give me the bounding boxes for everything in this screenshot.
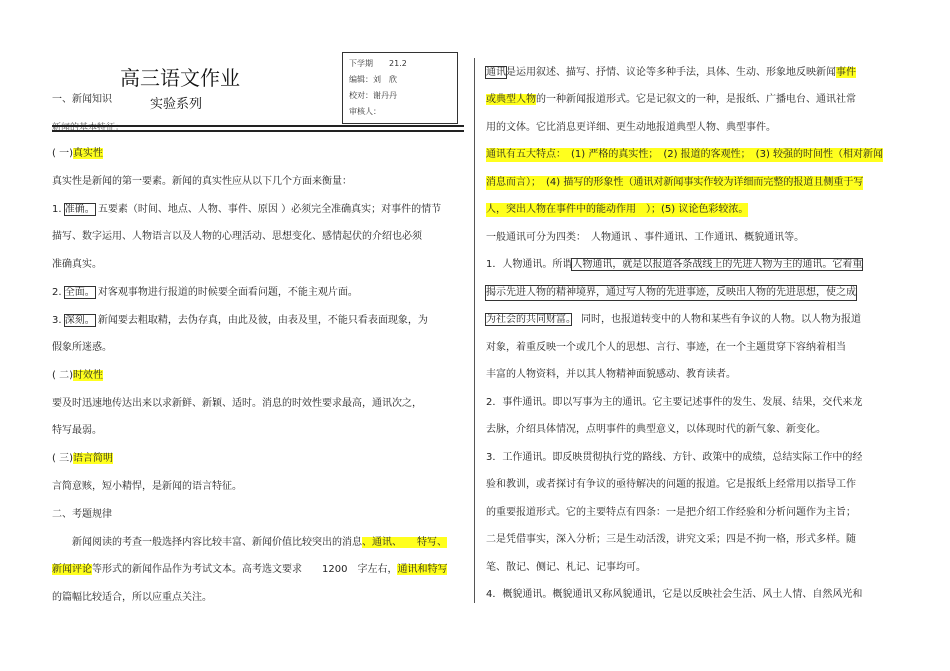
heading-timeliness: ( 二)时效性 bbox=[52, 370, 103, 381]
section-heading-news-knowledge: 一、新闻知识 bbox=[52, 94, 112, 105]
info-review: 审核人： bbox=[349, 107, 381, 116]
paragraph-person-tongxun: 1．人物通讯。所谓人物通讯，就是以报道各条战线上的先进人物为主的通讯。它着重 bbox=[486, 259, 863, 270]
paragraph-accuracy: 1. 准确。 五要素（时间、地点、人物、事件、原因 ）必须完全准确真实；对事件的情节 bbox=[52, 204, 442, 215]
paragraph-exam: 新闻阅读的考查一般选择内容比较丰富、新闻价值比较突出的消息、通讯、 特写、 bbox=[72, 537, 447, 548]
page-subtitle: 实验系列 bbox=[150, 97, 203, 112]
paragraph-tongxun-def: 通讯是运用叙述、描写、抒情、议论等多种手法，具体、生动、形象地反映新闻事件 bbox=[486, 67, 856, 78]
paragraph: 真实性是新闻的第一要素。新闻的真实性应从以下几个方面来衡量： bbox=[52, 176, 352, 187]
paragraph-line: 准确真实。 bbox=[52, 259, 102, 270]
paragraph-line: 新闻评论等形式的新闻作品作为考试文本。高考选文要求 1200 字左右，通讯和特写 bbox=[52, 564, 448, 575]
paragraph-line: 为社会的共同财富。 同时，也报道转变中的人物和某些有争议的人物。以人物为报道 bbox=[486, 314, 861, 325]
paragraph: 言简意赅，短小精悍，是新闻的语言特征。 bbox=[52, 481, 242, 492]
info-term: 下学期 21.2 bbox=[349, 59, 407, 68]
paragraph-line: 丰富的人物资料，并以其人物精神面貌感动、教育读者。 bbox=[486, 369, 736, 380]
paragraph-line: 假象所迷惑。 bbox=[52, 342, 112, 353]
paragraph-line: 对象，着重反映一个或几个人的思想、言行、事迹，在一个主题贯穿下容纳着相当 bbox=[486, 342, 846, 353]
paragraph-line: 的重要报道形式。它的主要特点有四条：一是把介绍工作经验和分析问题作为主旨； bbox=[486, 507, 856, 518]
paragraph-line: 揭示先进人物的精神境界，通过写人物的先进事迹，反映出人物的先进思想，使之成 bbox=[486, 287, 856, 298]
paragraph-profound: 3. 深刻。 新闻要去粗取精，去伪存真，由此及彼，由表及里，不能只看表面现象，为 bbox=[52, 315, 428, 326]
paragraph-five-features: 通讯有五大特点： (1) 严格的真实性； (2) 报道的客观性； (3) 较强的时间性（相对新闻 bbox=[486, 149, 884, 160]
paragraph-line: 消息而言）； (4) 描写的形象性（通讯对新闻事实作较为详细而完整的报道且侧重于写 bbox=[486, 177, 864, 188]
paragraph-line: 笔、散记、侧记、札记、记事均可。 bbox=[486, 562, 646, 573]
paragraph-line: 去脉，介绍具体情况，点明事件的典型意义，以体现时代的新气象、新变化。 bbox=[486, 424, 826, 435]
paragraph-event-tongxun: 2．事件通讯。即以写事为主的通讯。它主要记述事件的发生、发展、结果，交代来龙 bbox=[486, 397, 863, 408]
paragraph-line: 的篇幅比较适合，所以应重点关注。 bbox=[52, 592, 212, 603]
basic-features-label: 新闻的基本特征： bbox=[52, 123, 125, 133]
heading-concise-language: ( 三)语言简明 bbox=[52, 453, 113, 464]
paragraph-line: 验和教训，或者探讨有争议的亟待解决的问题的报道。它是报纸上经常用以指导工作 bbox=[486, 479, 856, 490]
paragraph-line: 特写最弱。 bbox=[52, 425, 102, 436]
info-proof: 校对：谢丹丹 bbox=[349, 91, 397, 100]
header-rule bbox=[52, 125, 464, 132]
paragraph-line: 人，突出人物在事件中的能动作用 ）；(5) 议论色彩较浓。 bbox=[486, 204, 749, 215]
paragraph-overview-tongxun: 4．概貌通讯。概貌通讯又称风貌通讯，它是以反映社会生活、风土人情、自然风光和 bbox=[486, 589, 863, 600]
paragraph-four-types: 一般通讯可分为四类： 人物通讯 、事件通讯、工作通讯、概貌通讯等。 bbox=[486, 232, 805, 243]
column-divider bbox=[474, 58, 475, 603]
info-editor: 编辑：刘 欣 bbox=[349, 75, 397, 84]
paragraph-line: 描写、数字运用、人物语言以及人物的心理活动、思想变化、感情起伏的介绍也必须 bbox=[52, 231, 422, 242]
heading-truthfulness: ( 一)真实性 bbox=[52, 148, 103, 159]
paragraph: 要及时迅速地传达出来以求新鲜、新颖、适时。消息的时效性要求最高，通讯次之， bbox=[52, 398, 422, 409]
page-title: 高三语文作业 bbox=[120, 66, 240, 90]
paragraph-line: 二是凭借事实，深入分析；三是生动活泼，讲究文采；四是不拘一格，形式多样。随 bbox=[486, 534, 856, 545]
paragraph-line: 或典型人物的一种新闻报道形式。它是记叙文的一种，是报纸、广播电台、通讯社常 bbox=[486, 94, 856, 105]
section-heading-exam-patterns: 二、考题规律 bbox=[52, 509, 112, 520]
paragraph-line: 用的文体。它比消息更详细、更生动地报道典型人物、典型事件。 bbox=[486, 122, 776, 133]
paragraph-work-tongxun: 3．工作通讯。即反映贯彻执行党的路线、方针、政策中的成绩，总结实际工作中的经 bbox=[486, 452, 863, 463]
info-box bbox=[342, 52, 458, 124]
paragraph-comprehensive: 2. 全面。 对客观事物进行报道的时候要全面看问题，不能主观片面。 bbox=[52, 287, 358, 298]
